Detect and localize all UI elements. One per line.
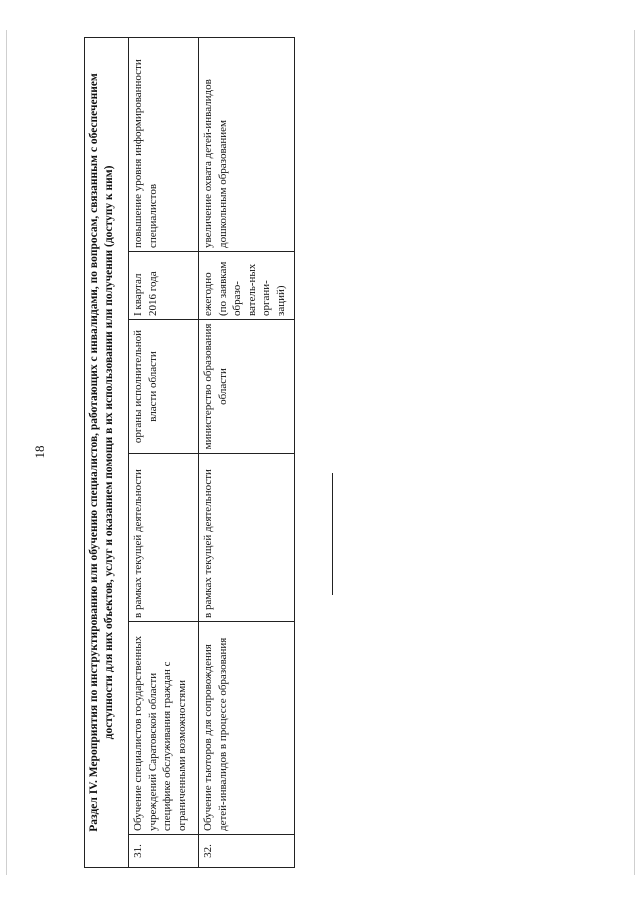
executor-cell: министерство образования области xyxy=(199,320,295,454)
deadline-cell: I квартал 2016 года xyxy=(129,252,199,320)
activity-cell: Обучение тьюторов для сопровождения детей-инвалидов в процессе образования xyxy=(199,622,295,835)
measures-table xyxy=(84,37,295,868)
activity-cell: Обучение специалистов государственных учреждений Саратовской области специфике обслуживания граждан с ограниченными возможностями xyxy=(129,622,199,835)
row-number: 31. xyxy=(129,835,199,868)
row-number: 32. xyxy=(199,835,295,868)
section-header: Раздел IV. Мероприятия по инструктированию или обучению специалистов, работающих с инвалидами, по вопросам, связанным с обеспечением доступности для них объектов, услуг и оказанием помощи в их использовании или получении (доступу к ним) xyxy=(85,37,129,867)
scan-edge-line xyxy=(6,30,7,875)
rotated-table-wrapper xyxy=(84,38,294,868)
deadline-cell: ежегодно (по заявкам образо-ватель-ных органи-заций) xyxy=(199,252,295,320)
separator-line xyxy=(332,473,333,595)
executor-cell: органы исполнительной власти области xyxy=(129,320,199,454)
scan-edge-line xyxy=(634,30,635,875)
table-row xyxy=(199,37,295,867)
page-number: 18 xyxy=(32,445,47,459)
funding-cell: в рамках текущей деятельности xyxy=(199,454,295,622)
result-cell: повышение уровня информированности специалистов xyxy=(129,37,199,251)
funding-cell: в рамках текущей деятельности xyxy=(129,454,199,622)
result-cell: увеличение охвата детей-инвалидов дошкольным образованием xyxy=(199,37,295,251)
table-row xyxy=(129,37,199,867)
